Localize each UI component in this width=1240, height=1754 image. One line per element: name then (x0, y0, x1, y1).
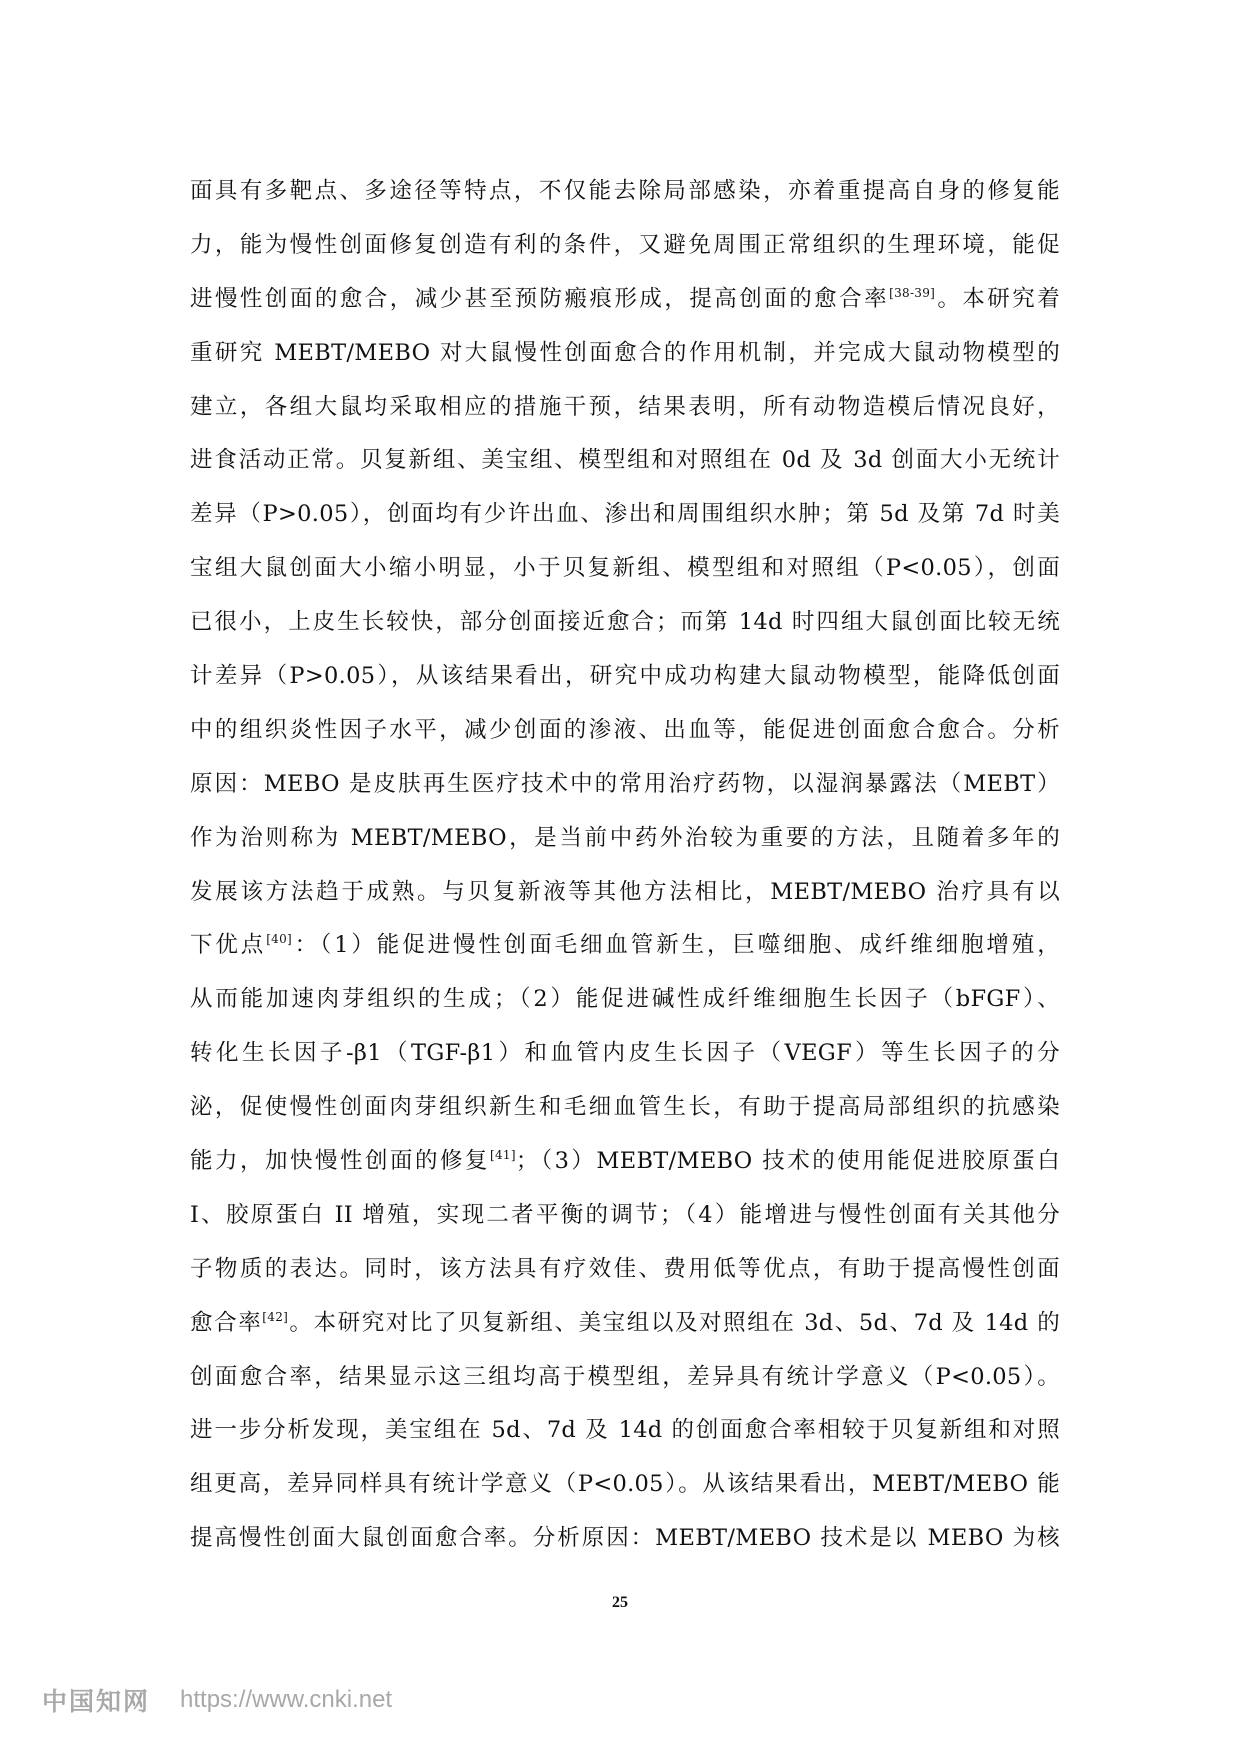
text-segment: 进食活动正常。贝复新组、美宝组、模型组和对照组在 0d 及 3d 创面大小无统计 (190, 447, 1060, 474)
text-line (190, 488, 1060, 542)
text-line (190, 1243, 1060, 1297)
text-segment: I、胶原蛋白 II 增殖，实现二者平衡的调节；（4）能增进与慢性创面有关其他分 (190, 1201, 1060, 1228)
text-segment: 。本研究对比了贝复新组、美宝组以及对照组在 3d、5d、7d 及 14d 的 (288, 1309, 1060, 1336)
text-segment: 提高慢性创面大鼠创面愈合率。分析原因：MEBT/MEBO 技术是以 MEBO 为核 (190, 1525, 1060, 1552)
text-segment: 力，能为慢性创面修复创造有利的条件，又避免周围正常组织的生理环境，能促 (190, 231, 1060, 258)
text-line (190, 596, 1060, 650)
text-segment: 下优点 (190, 932, 267, 959)
text-segment: ：（1）能促进慢性创面毛细血管新生，巨噬细胞、成纤维细胞增殖， (292, 932, 1060, 959)
text-line (190, 1512, 1060, 1566)
text-segment: 子物质的表达。同时，该方法具有疗效佳、费用低等优点，有助于提高慢性创面 (190, 1255, 1060, 1282)
text-line (190, 1135, 1060, 1189)
text-segment: 转化生长因子-β1（TGF-β1）和血管内皮生长因子（VEGF）等生长因子的分 (190, 1040, 1060, 1067)
page-number: 25 (612, 1594, 628, 1611)
text-line (190, 1189, 1060, 1243)
text-line (190, 165, 1060, 219)
citation-ref: [40] (266, 932, 293, 947)
text-segment: 中的组织炎性因子水平，减少创面的渗液、出血等，能促进创面愈合愈合。分析 (190, 716, 1060, 743)
text-segment: 重研究 MEBT/MEBO 对大鼠慢性创面愈合的作用机制，并完成大鼠动物模型的 (190, 339, 1060, 366)
footer-watermark (42, 1680, 392, 1720)
text-line (190, 812, 1060, 866)
citation-ref: [41] (490, 1148, 516, 1163)
cnki-logo: 中国知网 (42, 1687, 151, 1716)
text-line (190, 273, 1060, 327)
text-segment: 面具有多靶点、多途径等特点，不仅能去除局部感染，亦着重提高自身的修复能 (190, 178, 1060, 204)
text-segment: 组更高，差异同样具有统计学意义（P<0.05）。从该结果看出，MEBT/MEBO 能 (190, 1471, 1060, 1498)
text-segment: 进一步分析发现，美宝组在 5d、7d 及 14d 的创面愈合率相较于贝复新组和对照 (190, 1417, 1060, 1444)
text-line (190, 650, 1060, 704)
citation-ref: [42] (262, 1309, 289, 1324)
text-line (190, 973, 1060, 1027)
text-line (190, 758, 1060, 812)
text-segment: ；（3）MEBT/MEBO 技术的使用能促进胶原蛋白 (515, 1148, 1060, 1175)
text-line (190, 1404, 1060, 1458)
text-line (190, 434, 1060, 488)
text-segment: 作为治则称为 MEBT/MEBO，是当前中药外治较为重要的方法，且随着多年的 (190, 824, 1060, 851)
text-segment: 能力，加快慢性创面的修复 (190, 1148, 490, 1175)
text-segment: 原因：MEBO 是皮肤再生医疗技术中的常用治疗药物，以湿润暴露法（MEBT） (190, 770, 1060, 797)
text-line (190, 381, 1060, 435)
cnki-url[interactable]: https://www.cnki.net (180, 1686, 393, 1713)
text-segment: 计差异（P>0.05），从该结果看出，研究中成功构建大鼠动物模型，能降低创面 (190, 663, 1060, 690)
text-segment: 宝组大鼠创面大小缩小明显，小于贝复新组、模型组和对照组（P<0.05），创面 (190, 555, 1060, 582)
text-segment: 泌，促使慢性创面肉芽组织新生和毛细血管生长，有助于提高局部组织的抗感染 (190, 1094, 1060, 1121)
text-line (190, 1458, 1060, 1512)
text-line (190, 866, 1060, 920)
text-segment: 发展该方法趋于成熟。与贝复新液等其他方法相比，MEBT/MEBO 治疗具有以 (190, 878, 1060, 905)
text-line (190, 1027, 1060, 1081)
body-text (190, 165, 1060, 1566)
text-segment: 。本研究着 (935, 285, 1060, 312)
text-line (190, 219, 1060, 273)
text-line (190, 327, 1060, 381)
text-segment: 进慢性创面的愈合，减少甚至预防瘢痕形成，提高创面的愈合率 (190, 285, 890, 312)
text-segment: 差异（P>0.05），创面均有少许出血、渗出和周围组织水肿；第 5d 及第 7d 时美 (190, 501, 1060, 528)
text-segment: 建立，各组大鼠均采取相应的措施干预，结果表明，所有动物造模后情况良好， (190, 393, 1060, 420)
text-segment: 已很小，上皮生长较快，部分创面接近愈合；而第 14d 时四组大鼠创面比较无统 (190, 609, 1060, 636)
text-segment: 愈合率 (190, 1309, 263, 1336)
text-line (190, 704, 1060, 758)
text-line (190, 1351, 1060, 1405)
text-line (190, 542, 1060, 596)
text-segment: 从而能加速肉芽组织的生成；（2）能促进碱性成纤维细胞生长因子（bFGF）、 (190, 986, 1060, 1013)
text-line (190, 1081, 1060, 1135)
text-segment: 创面愈合率，结果显示这三组均高于模型组，差异具有统计学意义（P<0.05）。 (190, 1363, 1060, 1390)
text-line (190, 1297, 1060, 1351)
citation-ref: [38-39] (889, 285, 936, 300)
text-line (190, 919, 1060, 973)
